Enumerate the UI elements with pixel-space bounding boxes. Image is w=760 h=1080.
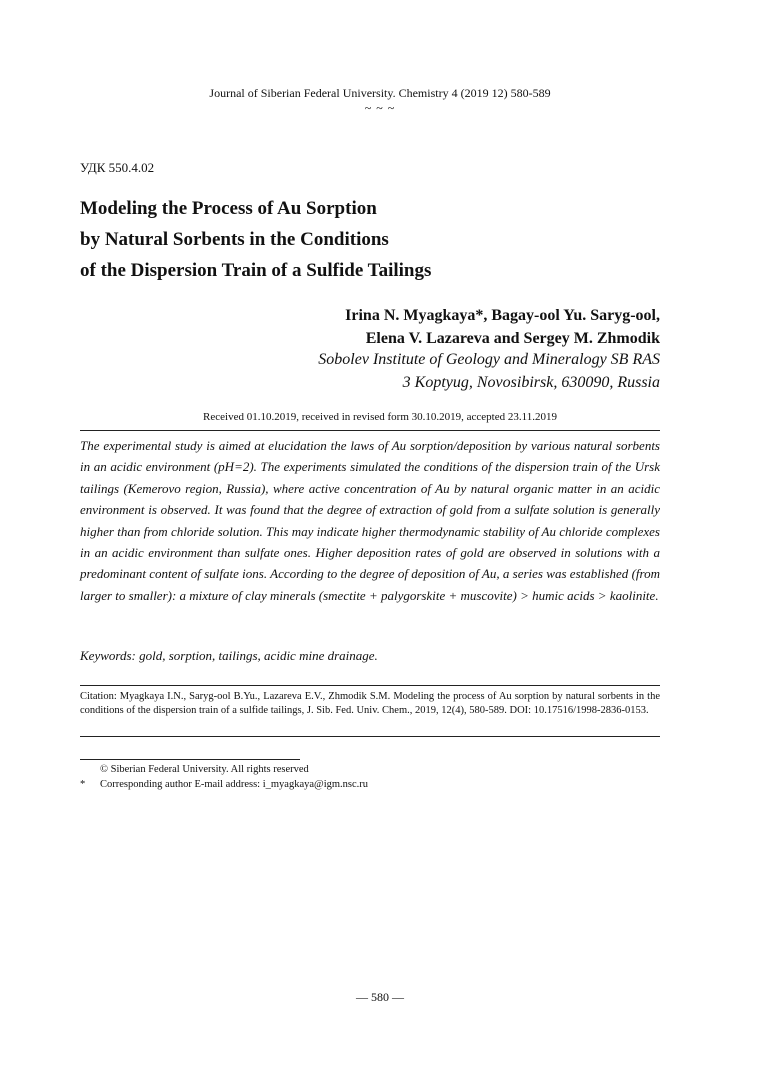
copyright-text: © Siberian Federal University. All rights reserved (100, 764, 309, 775)
received-dates: Received 01.10.2019, received in revised form 30.10.2019, accepted 23.11.2019 (203, 411, 557, 423)
divider (80, 685, 660, 686)
keywords: Keywords: gold, sorption, tailings, acidic mine drainage. (80, 648, 378, 663)
authors (345, 304, 660, 350)
journal-header: Journal of Siberian Federal University. Chemistry 4 (2019 12) 580-589 (209, 86, 551, 100)
affiliation (318, 348, 660, 394)
title-line: by Natural Sorbents in the Conditions (80, 229, 389, 250)
title-line: Modeling the Process of Au Sorption (80, 198, 377, 219)
footnote-mark: * (80, 779, 86, 790)
divider (80, 430, 660, 431)
header-ornament: ~ ~ ~ (364, 101, 396, 115)
citation: Citation: Myagkaya I.N., Saryg-ool B.Yu., Lazareva E.V., Zhmodik S.M. Modeling the process of Au sorption by natural sorbents in the conditions of the dispersion train of a sulfide tailings, J. Sib. Fed. Univ. Chem., 2019, 12(4), 580-589. DOI: 10.17516/1998-2836-0153. (80, 691, 660, 716)
paper-title (80, 193, 640, 286)
page-number: ― 580 ― (356, 990, 404, 1004)
udc-code: УДК 550.4.02 (80, 160, 155, 175)
affiliation-line: 3 Koptyug, Novosibirsk, 630090, Russia (402, 374, 660, 391)
authors-line: Irina N. Myagkaya*, Bagay-ool Yu. Saryg-ool, (345, 307, 660, 324)
affiliation-line: Sobolev Institute of Geology and Mineralogy SB RAS (318, 351, 660, 368)
corresponding-email[interactable]: Corresponding author E-mail address: i_myagkaya@igm.nsc.ru (100, 779, 369, 790)
footnote-corresponding (80, 779, 368, 790)
footnote-copyright (80, 764, 309, 775)
title-line: of the Dispersion Train of a Sulfide Tailings (80, 260, 432, 281)
divider (80, 736, 660, 737)
abstract: The experimental study is aimed at elucidation the laws of Au sorption/deposition by various natural sorbents in an acidic environment (pH=2). The experiments simulated the conditions of the dispersion train of the Ursk tailings (Kemerovo region, Russia), where active concentration of Au by natural organic matter in an acidic environment is observed. It was found that the degree of extraction of gold from a sulfate solution is generally higher than from chloride solution. This may indicate higher thermodynamic stability of Au chloride complexes in an acidic environment than sulfate ones. Higher deposition rates of gold are observed in solutions with a predominant content of sulfate ions. According to the degree of deposition of Au, a series was established (from larger to smaller): a mixture of clay minerals (smectite + palygorskite + muscovite) > humic acids > kaolinite. (80, 438, 660, 603)
footnote-divider (80, 759, 300, 760)
authors-line: Elena V. Lazareva and Sergey M. Zhmodik (365, 330, 660, 347)
